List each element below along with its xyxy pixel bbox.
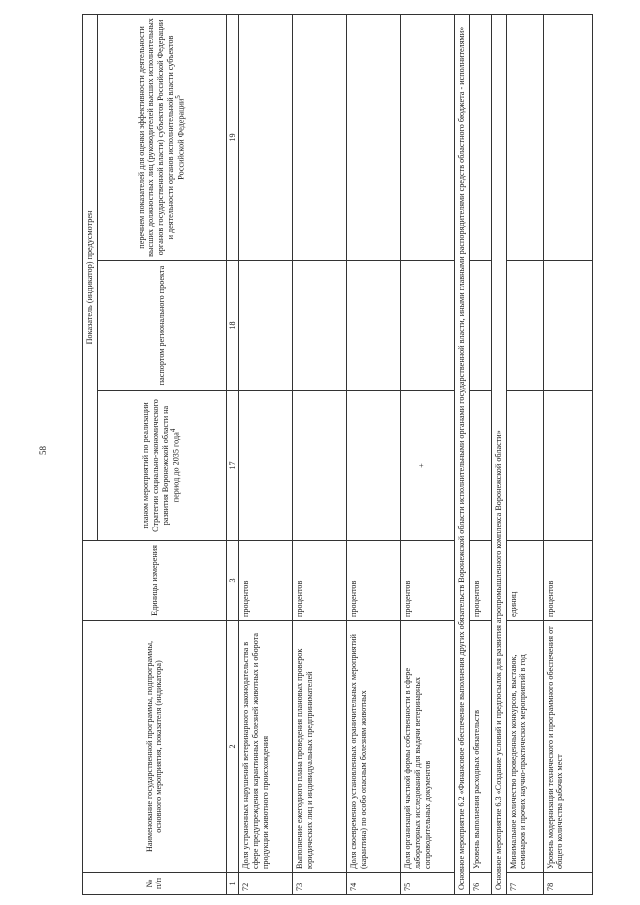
row-strategy — [506, 391, 543, 541]
strategy-mark: + — [417, 463, 427, 468]
row-unit: единиц — [506, 541, 543, 621]
row-num: 74 — [347, 873, 401, 895]
row-unit: процентов — [543, 541, 592, 621]
row-strategy — [470, 391, 492, 541]
col-number: 19 — [226, 14, 239, 260]
row-name: Доля организаций частной формы собственности в сфере лабораторных исследований для выдачи ветеринарных сопроводительных документов — [401, 621, 455, 873]
row-passport — [543, 261, 592, 391]
column-number-row — [226, 14, 239, 894]
row-eval — [470, 14, 492, 260]
row-passport — [506, 261, 543, 391]
row-passport — [293, 261, 347, 391]
col-number: 1 — [226, 873, 239, 895]
row-eval — [543, 14, 592, 260]
header-unit: Единицы измерения — [83, 541, 227, 621]
table-row — [506, 14, 543, 894]
row-passport — [401, 261, 455, 391]
row-name: Выполнение ежегодного плана проведения плановых проверок юридических лиц и индивидуальных предпринимателей — [293, 621, 347, 873]
row-name: Доля устраненных нарушений ветеринарного законодательства в сфере предупреждения карантинных болезней животных и оборота продукции животного происхождения — [239, 621, 293, 873]
header-strategy: планом мероприятий по реализации Стратегии социально-экономического развития Воронежской области на период до 2035 года$^4$ — [97, 391, 226, 541]
col-number: 18 — [226, 261, 239, 391]
col-number: 3 — [226, 541, 239, 621]
row-eval — [293, 14, 347, 260]
row-strategy — [239, 391, 293, 541]
row-eval — [239, 14, 293, 260]
row-passport — [470, 261, 492, 391]
row-name: Минимальное количество проведенных конкурсов, выставок, семинаров и прочих научно-практических мероприятий в год — [506, 621, 543, 873]
activity-6-2: Основное мероприятие 6.2 «Финансовое обеспечение выполнения других обязательств Воронежской области исполнительными органами государственной власти, иными главными распорядителями средств областного бюджета - исполнителями» — [455, 14, 470, 894]
indicator-table-sheet — [82, 15, 622, 895]
activity-6-2-row — [455, 14, 470, 894]
activity-6-3-row — [492, 14, 507, 894]
table-row — [401, 14, 455, 894]
row-unit: процентов — [401, 541, 455, 621]
row-num: 77 — [506, 873, 543, 895]
col-number: 2 — [226, 621, 239, 873]
row-num: 72 — [239, 873, 293, 895]
row-strategy — [293, 391, 347, 541]
row-passport — [347, 261, 401, 391]
header-row-1 — [83, 14, 98, 894]
row-num: 78 — [543, 873, 592, 895]
table-row — [293, 14, 347, 894]
row-num: 73 — [293, 873, 347, 895]
row-unit: процентов — [293, 541, 347, 621]
row-num: 76 — [470, 873, 492, 895]
row-strategy — [401, 391, 455, 541]
table-row — [347, 14, 401, 894]
row-unit: процентов — [239, 541, 293, 621]
table-row — [239, 14, 293, 894]
row-name: Доля своевременно установленных ограничительных мероприятий (карантина) по особо опасным болезням животных — [347, 621, 401, 873]
row-unit: процентов — [347, 541, 401, 621]
page-number: 58 — [38, 446, 48, 455]
row-strategy — [347, 391, 401, 541]
indicator-table — [82, 14, 593, 895]
row-eval — [347, 14, 401, 260]
row-name: Уровень модернизации технического и программного обеспечения от общего количества рабочих мест — [543, 621, 592, 873]
row-num: 75 — [401, 873, 455, 895]
row-unit: процентов — [470, 541, 492, 621]
table-row — [543, 14, 592, 894]
header-passport: паспортом регионального проекта — [97, 261, 226, 391]
row-passport — [239, 261, 293, 391]
row-strategy — [543, 391, 592, 541]
header-eval: перечнем показателей для оценки эффективности деятельности высших должностных лиц (руководителей высших исполнительных органов государственной власти) субъектов Российской Федерации и деятельности органов исполнительной власти субъектов Российской Федерации$^5$ — [97, 14, 226, 260]
row-eval — [506, 14, 543, 260]
header-group: Показатель (индикатор) предусмотрен — [83, 14, 98, 540]
header-name: Наименование государственной программы, подпрограммы, основного мероприятия, показателя (индикатора) — [83, 621, 227, 873]
activity-6-3: Основное мероприятие 6.3 «Создание условий и предпосылок для развития агропромышленного комплекса Воронежской области» — [492, 14, 507, 894]
row-eval — [401, 14, 455, 260]
table-row — [470, 14, 492, 894]
header-num: № п/п — [83, 873, 227, 895]
col-number: 17 — [226, 391, 239, 541]
row-name: Уровень выполнения расходных обязательств — [470, 621, 492, 873]
